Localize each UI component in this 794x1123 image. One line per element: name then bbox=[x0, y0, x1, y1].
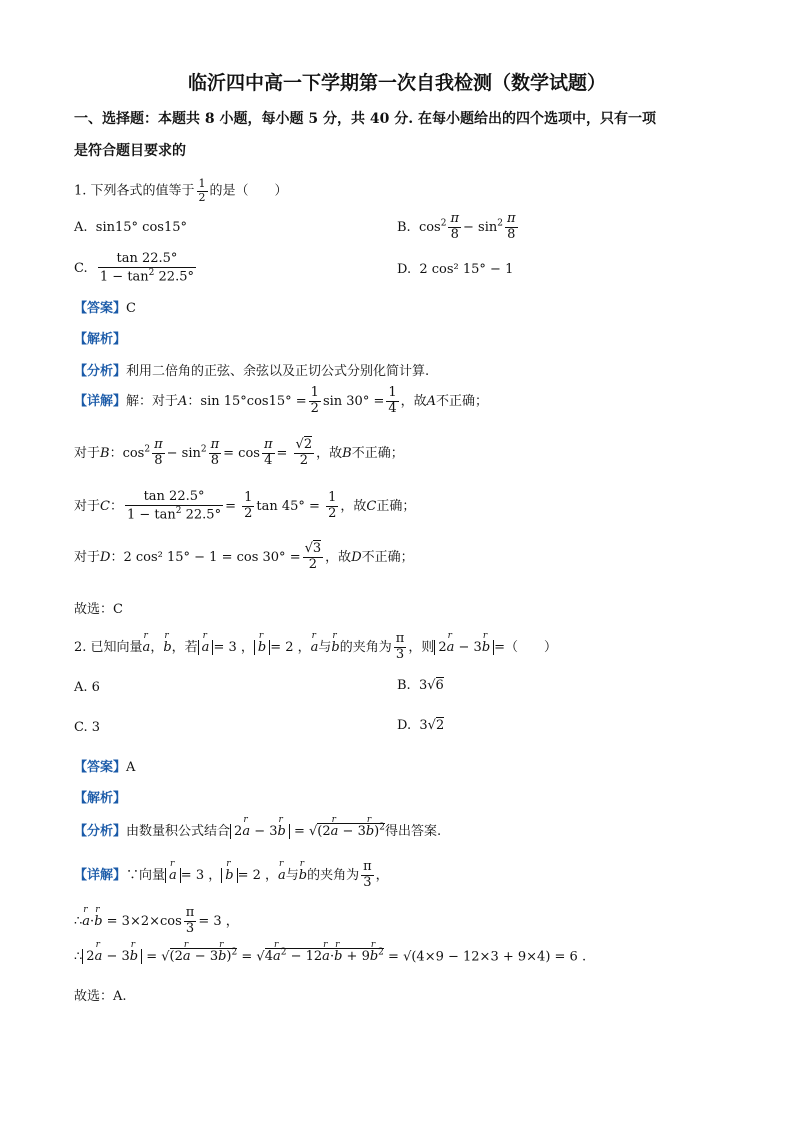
q1-detail-a-letter: A bbox=[178, 393, 188, 409]
q2-option-b: B. 3√6 bbox=[397, 678, 444, 693]
q1-option-b-label: B. bbox=[397, 219, 411, 235]
q1-fenxi bbox=[74, 360, 429, 379]
q1-option-d-label: D. bbox=[397, 262, 412, 277]
section-heading-line1: 一、选择题：本题共 8 小题，每小题 5 分，共 40 分. 在每小题给出的四个选项中，只有一项 bbox=[74, 111, 656, 127]
q2-detail-prefix: ∵向量 bbox=[126, 867, 166, 883]
q2-stem-prefix: 2. 已知向量 bbox=[74, 639, 143, 655]
q1-option-c: C. $\frac{\tan 22.5^\circ}{1 - \tan^2 22.5^\circ}$ bbox=[74, 251, 194, 285]
q1-option-b: B. $\cos^2$ $\frac{\pi}{8}$ − $\sin^2$ $\frac{\pi}{8}$ bbox=[397, 211, 516, 242]
q1-detail-a-suffix: ，故 bbox=[400, 393, 427, 409]
q1-option-d bbox=[397, 262, 513, 277]
q1-stem bbox=[74, 178, 288, 204]
q1-stem-suffix: 的是（ ） bbox=[209, 183, 288, 199]
q2-detail-line1: 【详解】∵向量r a = 3 ，r b = 2 ，r a与r b的夹角为 $\frac{\pi}{3}$ ， bbox=[74, 860, 389, 891]
q1-fenxi-tag: 【分析】 bbox=[74, 364, 127, 379]
q1-analysis-tag: 【解析】 bbox=[74, 332, 127, 347]
q2-analysis-tag: 【解析】 bbox=[74, 791, 127, 806]
q1-detail-d-end: 不正确； bbox=[361, 549, 414, 565]
q2-detail-cond2: = 2 ， bbox=[237, 867, 278, 883]
q1-option-c-label: C. bbox=[74, 261, 88, 277]
q2-option-b-label: B. bbox=[397, 678, 411, 693]
q2-stem-end: =（ ） bbox=[494, 639, 558, 655]
q1-detail-b: 对于B：$\cos^2$ $\frac{\pi}{8}$ − $\sin^2$ $\frac{\pi}{8}$ = cos $\frac{\pi}{4}$ = $\frac{√2}{2}$ ，故B不正确； bbox=[74, 437, 404, 468]
q2-answer bbox=[74, 756, 135, 775]
q2-fenxi-tag: 【分析】 bbox=[74, 824, 127, 839]
q2-line2-end: = 3 ， bbox=[198, 913, 239, 929]
q1-conclusion: 故选：C bbox=[74, 602, 123, 617]
section-heading-line2: 是符合题目要求的 bbox=[74, 143, 186, 159]
q1-detail-c-letter: C bbox=[100, 499, 110, 515]
q1-detail-c-end: 正确； bbox=[376, 499, 416, 515]
q1-detail-c-prefix: 对于 bbox=[74, 499, 101, 515]
q1-stem-fraction bbox=[197, 178, 208, 204]
q2-option-d: D. 3√2 bbox=[397, 718, 445, 733]
q1-detail-a-end: 不正确； bbox=[436, 393, 489, 409]
q1-detail-b-prefix: 对于 bbox=[74, 445, 101, 461]
q2-option-d-coef: 3 bbox=[419, 718, 428, 733]
q1-stem-den: 2 bbox=[198, 190, 206, 204]
q1-detail-c: 对于C： $\frac{\tan 22.5^\circ}{1 - \tan^2 22.5^\circ}$ = $\frac{1}{2}$ tan 45° = $\frac{1}{2}$ ，故C正确； bbox=[74, 489, 416, 523]
q1-detail-a-prefix: 解：对于 bbox=[126, 393, 179, 409]
q1-stem-prefix: 1. 下列各式的值等于 bbox=[74, 183, 195, 199]
q2-detail-line2: ∴r a·r b = 3×2×cos $\frac{\pi}{3}$ = 3 ， bbox=[74, 906, 239, 937]
q1-detail-d-expr: ：2 cos² 15° − 1 = cos 30° = bbox=[110, 549, 301, 565]
q2-fenxi: 【分析】由数量积公式结合 2r a − 3r b = √(2r a − 3r b)$^2$得出答案. bbox=[74, 820, 441, 839]
q1-detail-d-prefix: 对于 bbox=[74, 549, 101, 565]
q1-option-a-label: A. bbox=[74, 220, 88, 235]
q1-answer-value: C bbox=[126, 301, 136, 316]
q2-line2-expr: = 3×2×cos bbox=[106, 913, 182, 929]
q2-stem-angle: 的夹角为 bbox=[339, 639, 392, 655]
q2-conclusion: 故选：A. bbox=[74, 989, 127, 1004]
q2-detail-line3: ∴ 2r a − 3r b = √(2r a − 3r b)$^2$ = √4r $a^2 - 12r$ a·r b + 9r $b^2 = √(4\times 9 - 12\times 3 + 9\times 4) = 6$ . bbox=[74, 948, 586, 964]
q2-answer-tag: 【答案】 bbox=[74, 760, 127, 775]
q2-stem-mid: ，若 bbox=[171, 639, 198, 655]
q1-option-a bbox=[74, 220, 187, 235]
q2-fenxi-suffix: 得出答案. bbox=[384, 824, 442, 839]
q2-stem-cond2: = 2 ， bbox=[270, 639, 311, 655]
q1-fenxi-text: 利用二倍角的正弦、余弦以及正切公式分别化简计算. bbox=[126, 364, 430, 379]
q2-line3-tail: = √(4×9 − 12×3 + 9×4) = 6 . bbox=[388, 949, 587, 965]
q2-stem-cond1: = 3 ， bbox=[213, 639, 254, 655]
page-title: 临沂四中高一下学期第一次自我检测（数学试题） bbox=[187, 72, 606, 94]
q1-detail-tag: 【详解】 bbox=[74, 393, 127, 409]
q2-line3-prefix: ∴ bbox=[74, 949, 83, 965]
q1-detail-b-letter: B bbox=[100, 445, 110, 461]
q1-answer-tag: 【答案】 bbox=[74, 301, 127, 316]
q1-detail-b-end: 不正确； bbox=[351, 445, 404, 461]
q1-option-d-expr: 2 cos² 15° − 1 bbox=[419, 262, 514, 277]
q1-detail-d-letter: D bbox=[100, 549, 111, 565]
q1-answer bbox=[74, 297, 136, 316]
q2-option-d-radicand: 2 bbox=[435, 718, 445, 733]
q1-detail-a-mid: sin 30° = bbox=[322, 393, 385, 409]
q2-detail-angle: 的夹角为 bbox=[307, 867, 360, 883]
q1-detail-a: 【详解】解：对于A：sin 15°cos15° = $\frac{1}{2}$ sin 30° = $\frac{1}{4}$ ，故A不正确； bbox=[74, 385, 489, 416]
q1-option-a-expr: sin15° cos15° bbox=[95, 220, 187, 235]
q2-option-b-coef: 3 bbox=[418, 678, 428, 693]
q2-answer-value: A bbox=[126, 760, 136, 775]
q2-stem: 2. 已知向量r a，r b，若r a = 3 ，r b = 2 ，r a与r b的夹角为 $\frac{\pi}{3}$ ，则 2r a − 3r b =（ ） bbox=[74, 632, 557, 663]
q2-detail-tag: 【详解】 bbox=[74, 867, 127, 883]
q1-detail-d: 对于D：2 cos² 15° − 1 = cos 30° = $\frac{√3}{2}$ ，故D不正确； bbox=[74, 541, 414, 572]
q2-option-b-radicand: 6 bbox=[435, 678, 444, 693]
q2-fenxi-prefix: 由数量积公式结合 bbox=[126, 824, 231, 839]
q1-detail-a-expr: ：sin 15°cos15° = bbox=[187, 393, 307, 409]
q2-line2-prefix: ∴ bbox=[74, 913, 83, 929]
q2-detail-cond1: = 3 ， bbox=[180, 867, 222, 883]
q2-option-d-label: D. bbox=[397, 718, 412, 733]
q2-stem-then: ，则 bbox=[408, 639, 435, 655]
q2-option-c: C. 3 bbox=[74, 720, 101, 735]
q1-stem-num: 1 bbox=[198, 177, 206, 190]
q2-option-a: A. 6 bbox=[74, 680, 100, 695]
